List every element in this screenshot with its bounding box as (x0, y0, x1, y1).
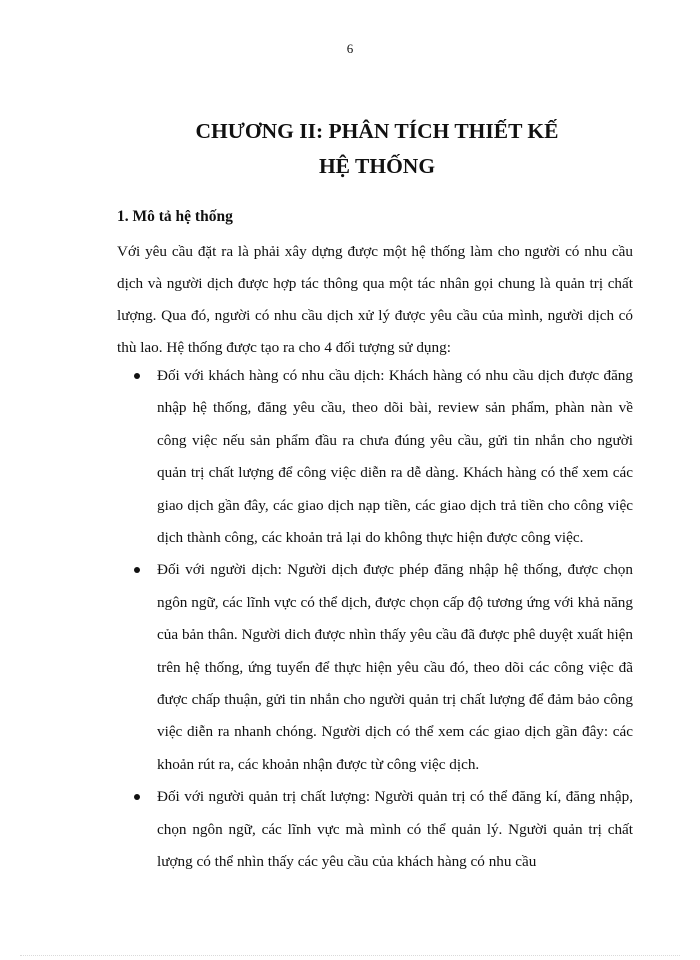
bullet-item-quality-manager (130, 781, 633, 878)
chapter-title-line-1: CHƯƠNG II: PHÂN TÍCH THIẾT KẾ (195, 119, 559, 143)
section-heading: 1. Mô tả hệ thống (117, 208, 233, 225)
bullet-item-customer (130, 360, 633, 554)
bullet-list (130, 360, 633, 879)
intro-paragraph: Với yêu cầu đặt ra là phải xây dựng được một hệ thống làm cho người có nhu cầu dịch và người dịch được hợp tác thông qua một tác nhân gọi chung là quản trị chất lượng. Qua đó, người có nhu cầu dịch xử lý được yêu cầu của mình, người dịch có thù lao. Hệ thống được tạo ra cho 4 đối tượng sử dụng: (117, 243, 633, 356)
bullet-icon (134, 794, 140, 800)
bullet-icon (134, 373, 140, 379)
page-number: 6 (346, 41, 354, 56)
bullet-text: Đối với người dịch: Người dịch được phép đăng nhập hệ thống, được chọn ngôn ngữ, các lĩnh vực có thể dịch, được chọn cấp độ tương ứng với khả năng của bản thân. Người dich được nhìn thấy yêu cầu đã được phê duyệt xuất hiện trên hệ thống, ứng tuyển để thực hiện yêu cầu đó, theo dõi các công việc đã được chấp thuận, gửi tin nhắn cho người quản trị chất lượng để đảm bảo công việc diễn ra nhanh chóng. Người dịch có thể xem các giao dịch gần đây: các khoản rút ra, các khoản nhận được từ công việc dịch. (157, 561, 633, 773)
bullet-text: Đối với người quản trị chất lượng: Người quản trị có thể đăng kí, đăng nhập, chọn ngôn ngữ, các lĩnh vực mà mình có thể quản lý. Người quản trị chất lượng có thể nhìn thấy các yêu cầu của khách hàng có nhu cầu (157, 788, 633, 871)
bullet-text: Đối với khách hàng có nhu cầu dịch: Khách hàng có nhu cầu dịch được đăng nhập hệ thống, đăng yêu cầu, theo dõi bài, review sản phẩm, phàn nàn về công việc nếu sản phẩm đầu ra chưa đúng yêu cầu, gửi tin nhắn cho người quản trị chất lượng để công việc diễn ra dễ dàng. Khách hàng có thể xem các giao dịch gần đây, các giao dịch nạp tiền, các giao dịch trả tiền cho công việc dịch thành công, các khoản trả lại do không thực hiện được công việc. (157, 367, 633, 547)
chapter-title-line-2: HỆ THỐNG (318, 154, 436, 178)
bullet-item-translator (130, 554, 633, 781)
page-bottom-divider (20, 955, 680, 956)
chapter-title (0, 114, 700, 184)
bullet-icon (134, 567, 140, 573)
